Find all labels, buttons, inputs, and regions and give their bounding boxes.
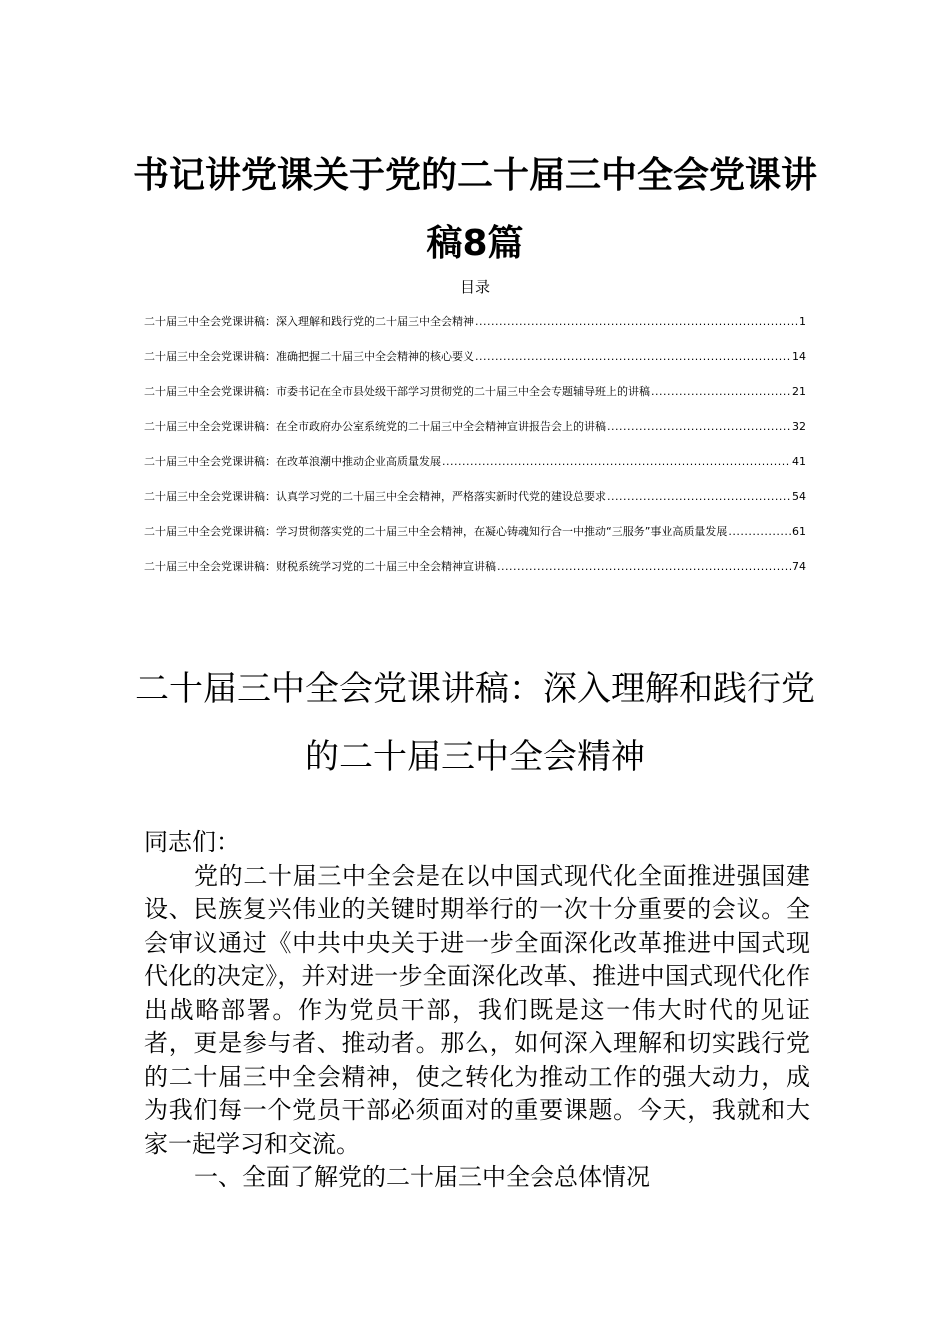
- toc-entry[interactable]: [144, 346, 806, 381]
- document-title: 书记讲党课关于党的二十届三中全会党课讲稿8篇: [132, 155, 817, 264]
- toc-entry-page: 74: [792, 560, 806, 573]
- toc-entry-page: 32: [792, 420, 806, 433]
- toc-leader-dots: [497, 556, 791, 578]
- toc-leader-dots: [607, 416, 791, 438]
- toc-entry-page: 54: [792, 490, 806, 503]
- toc-entry-page: 61: [792, 525, 806, 538]
- toc-entry[interactable]: [144, 451, 806, 486]
- toc-entry-page: 14: [792, 350, 806, 363]
- toc-leader-dots: [651, 381, 791, 403]
- toc-leader-dots: [475, 311, 798, 333]
- toc-leader-dots: [475, 346, 791, 368]
- table-of-contents: [144, 311, 806, 591]
- salutation: 同志们：: [144, 828, 240, 856]
- toc-entry[interactable]: [144, 381, 806, 416]
- toc-entry-page: 41: [792, 455, 806, 468]
- toc-entry-title: 二十届三中全会党课讲稿：在改革浪潮中推动企业高质量发展: [144, 455, 441, 468]
- toc-entry[interactable]: [144, 521, 806, 556]
- toc-entry-title: 二十届三中全会党课讲稿：财税系统学习党的二十届三中全会精神宣讲稿: [144, 560, 496, 573]
- toc-entry-title: 二十届三中全会党课讲稿：准确把握二十届三中全会精神的核心要义: [144, 350, 474, 363]
- toc-entry-title: 二十届三中全会党课讲稿：在全市政府办公室系统党的二十届三中全会精神宣讲报告会上的讲稿: [144, 420, 606, 433]
- toc-entry[interactable]: [144, 311, 806, 346]
- body-text: [144, 826, 810, 1195]
- body-paragraph: 党的二十届三中全会是在以中国式现代化全面推进强国建设、民族复兴伟业的关键时期举行的一次十分重要的会议。全会审议通过《中共中央关于进一步全面深化改革推进中国式现代化的决定》，并对进一步全面深化改革、推进中国式现代化作出战略部署。作为党员干部，我们既是这一伟大时代的见证者，更是参与者、推动者。那么，如何深入理解和切实践行党的二十届三中全会精神，使之转化为推动工作的强大动力，成为我们每一个党员干部必须面对的重要课题。今天，我就和大家一起学习和交流。: [144, 861, 810, 1158]
- toc-entry-page: 21: [792, 385, 806, 398]
- toc-leader-dots: [442, 451, 791, 473]
- toc-entry-title: 二十届三中全会党课讲稿：认真学习党的二十届三中全会精神，严格落实新时代党的建设总要求: [144, 490, 606, 503]
- section-title: 二十届三中全会党课讲稿：深入理解和践行党的二十届三中全会精神: [135, 669, 815, 777]
- toc-entry[interactable]: [144, 416, 806, 451]
- toc-leader-dots: [607, 486, 791, 508]
- toc-heading: 目录: [459, 278, 490, 296]
- toc-entry-page: 1: [799, 315, 806, 328]
- toc-leader-dots: [728, 521, 791, 543]
- toc-entry-title: 二十届三中全会党课讲稿：深入理解和践行党的二十届三中全会精神: [144, 315, 474, 328]
- toc-entry-title: 二十届三中全会党课讲稿：学习贯彻落实党的二十届三中全会精神，在凝心铸魂知行合一中推动“三服务”事业高质量发展: [144, 525, 728, 538]
- toc-entry[interactable]: [144, 556, 806, 591]
- toc-entry[interactable]: [144, 486, 806, 521]
- toc-entry-title: 二十届三中全会党课讲稿：市委书记在全市县处级干部学习贯彻党的二十届三中全会专题辅导班上的讲稿: [144, 385, 650, 398]
- section-heading: 一、全面了解党的二十届三中全会总体情况: [194, 1163, 650, 1191]
